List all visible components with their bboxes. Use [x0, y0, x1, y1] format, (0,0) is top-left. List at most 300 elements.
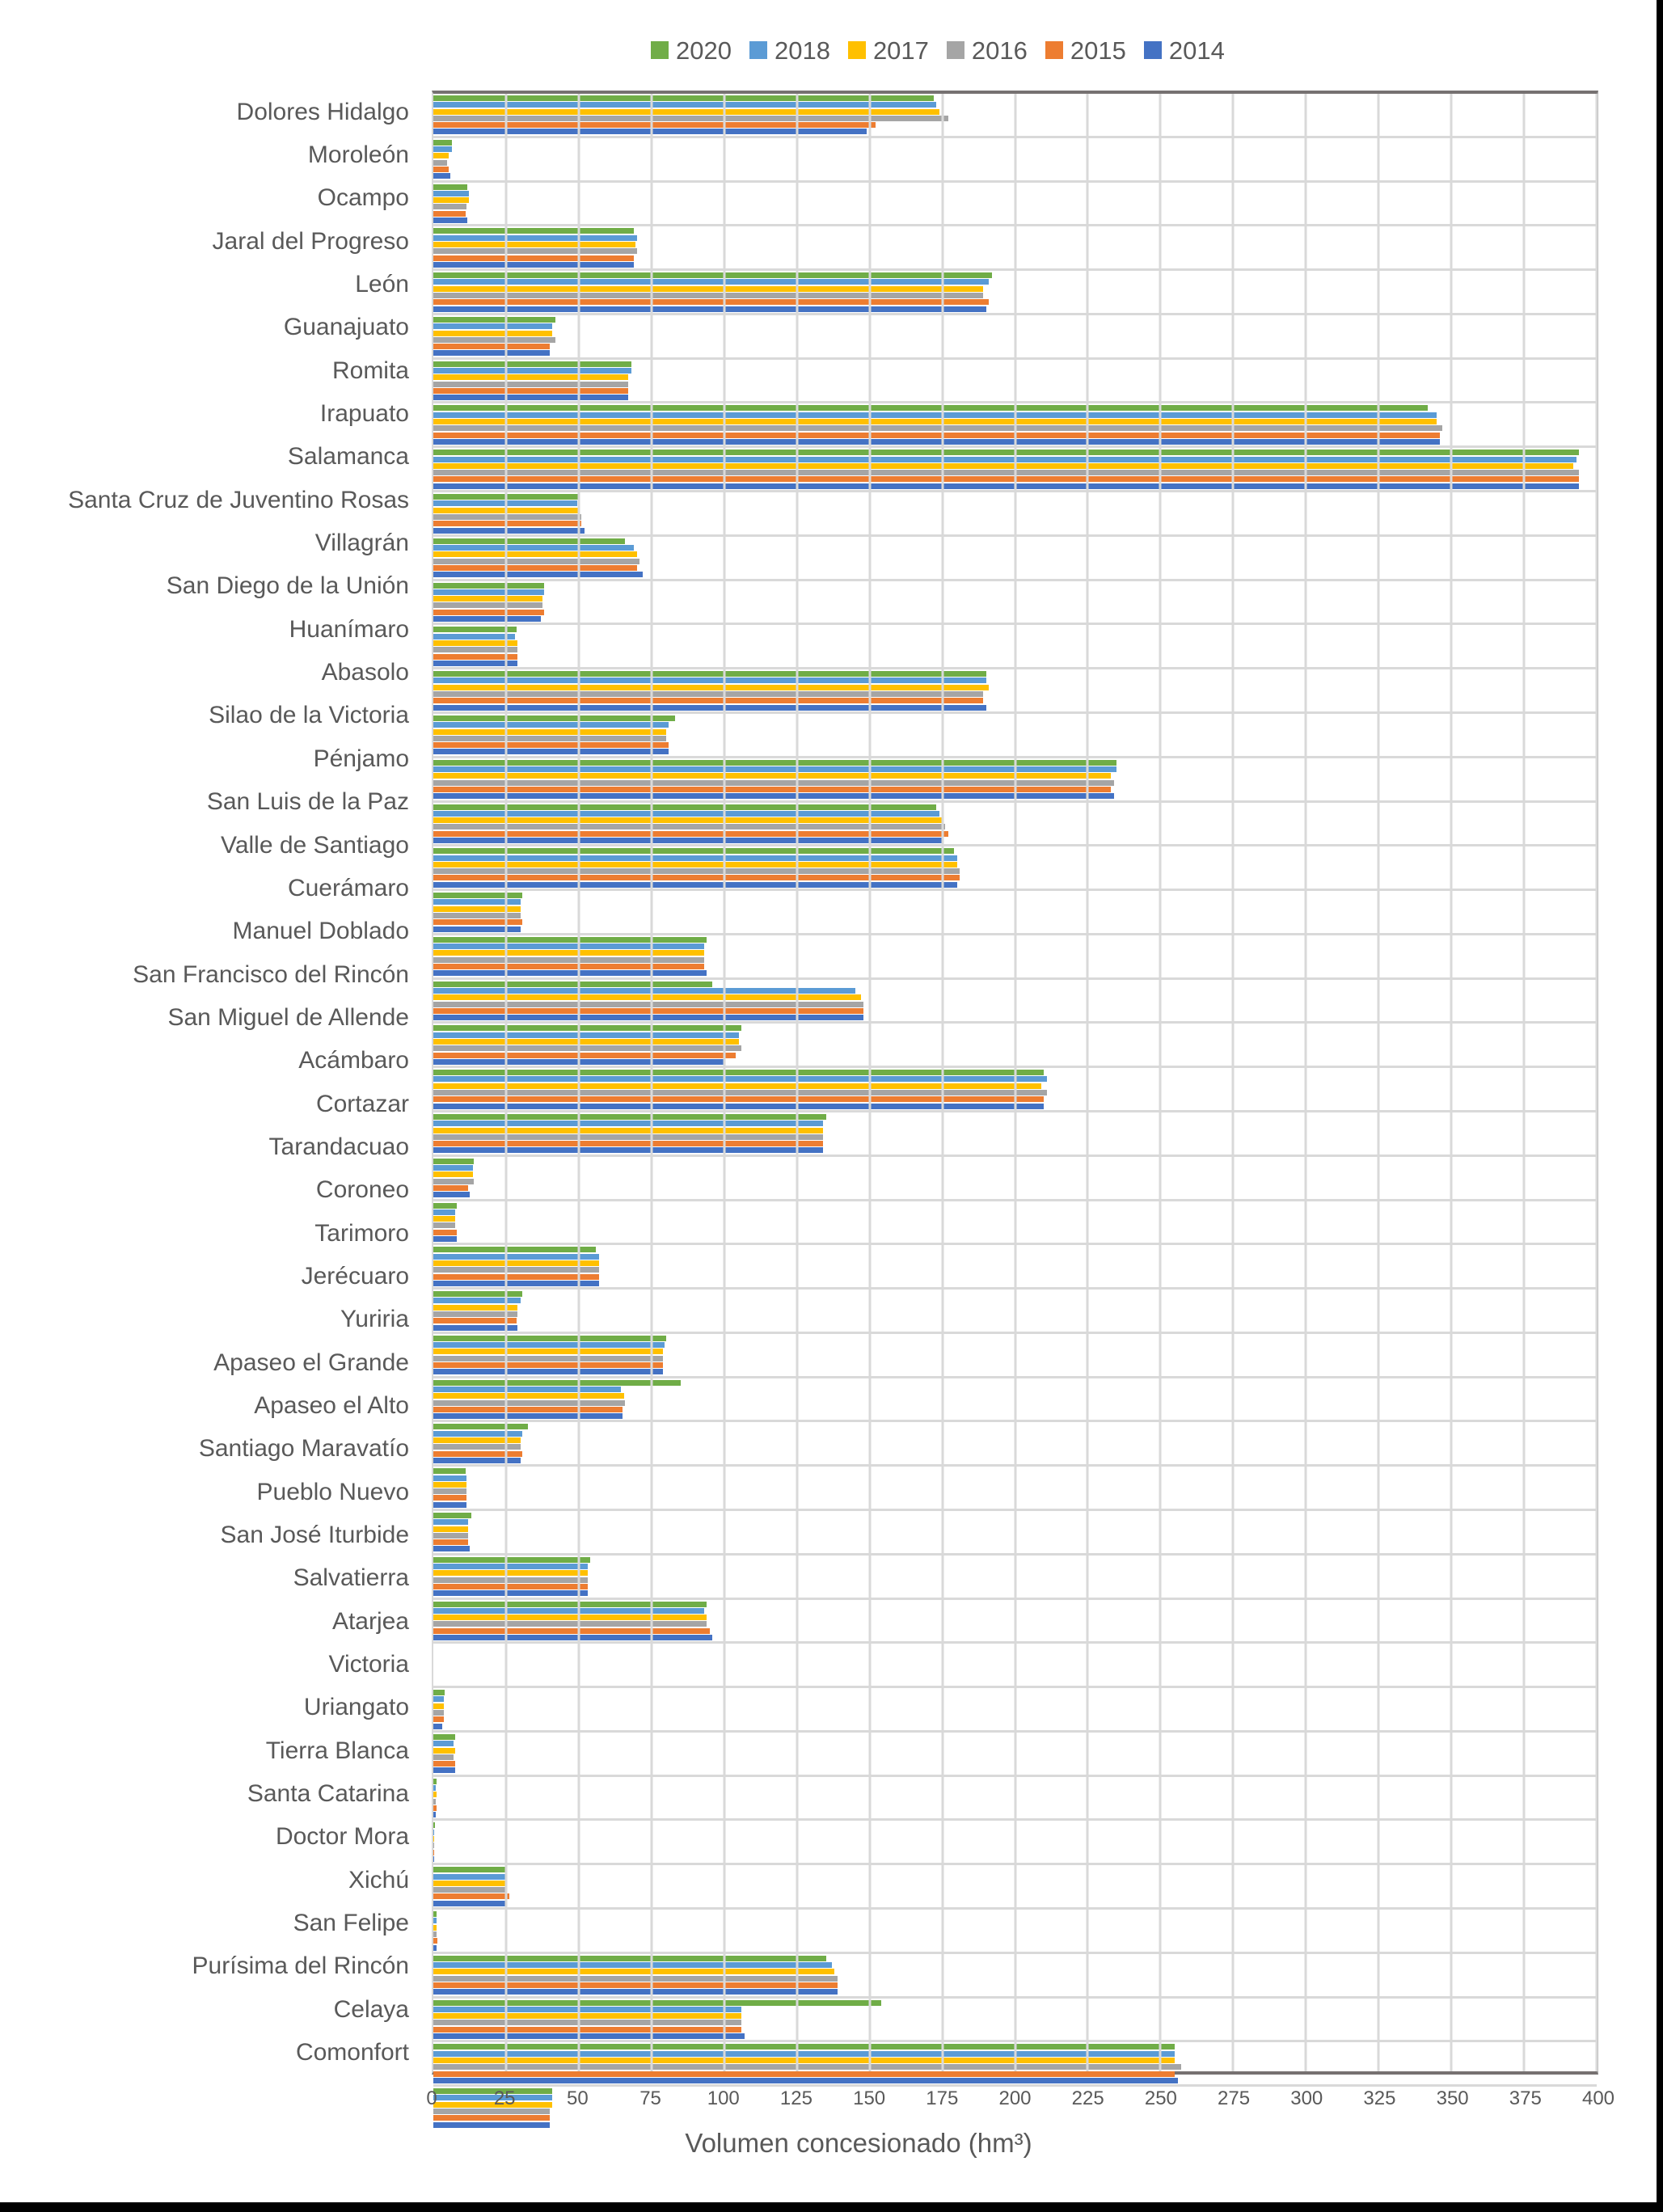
- category-label: Ocampo: [317, 184, 409, 212]
- category-label: Moroleón: [307, 141, 409, 169]
- bar-2015: [433, 2115, 550, 2121]
- bar-2016: [433, 1887, 506, 1893]
- bar-2020: [433, 627, 517, 632]
- bar-2017: [433, 1216, 455, 1222]
- bar-2016: [433, 425, 1442, 431]
- category-label: Jaral del Progreso: [212, 227, 409, 255]
- bar-2014: [433, 927, 521, 932]
- bar-2020: [433, 893, 522, 898]
- bar-2018: [433, 146, 452, 152]
- bar-2015: [433, 698, 983, 703]
- legend-swatch-icon: [947, 41, 964, 59]
- bar-2015: [433, 1539, 468, 1545]
- category-label: Comonfort: [295, 2039, 409, 2066]
- bar-2018: [433, 102, 936, 108]
- bar-2020: [433, 804, 936, 810]
- bar-2020: [433, 450, 1579, 455]
- bar-2014: [433, 1945, 437, 1951]
- value-axis-tick-label: 125: [779, 2087, 813, 2109]
- bar-2018: [433, 1962, 832, 1968]
- bar-2016: [433, 1002, 863, 1007]
- bar-2015: [433, 1805, 437, 1811]
- value-axis-tick-label: 0: [426, 2087, 437, 2109]
- bar-2017: [433, 153, 449, 158]
- legend-label: 2020: [676, 36, 732, 65]
- bar-2014: [433, 882, 957, 888]
- screen-edge-right: [1657, 0, 1663, 2212]
- legend-swatch-icon: [749, 41, 767, 59]
- value-axis-tick-label: 200: [998, 2087, 1032, 2109]
- bar-2018: [433, 323, 552, 329]
- bar-2015: [433, 211, 466, 217]
- category-label: Jerécuaro: [301, 1262, 409, 1290]
- category-label: Salamanca: [287, 443, 409, 471]
- value-axis-tick-label: 50: [567, 2087, 589, 2109]
- category-label: Atarjea: [331, 1607, 409, 1635]
- bar-2020: [433, 1114, 826, 1120]
- bar-2016: [433, 204, 466, 209]
- legend-label: 2017: [872, 36, 929, 65]
- legend-item-2015: [1045, 38, 1126, 63]
- bar-2018: [433, 1387, 621, 1392]
- value-axis-tick-label: 325: [1363, 2087, 1396, 2109]
- bar-2018: [433, 412, 1437, 418]
- bar-2016: [433, 1400, 625, 1406]
- bar-2018: [433, 2051, 1175, 2057]
- bar-2016: [433, 913, 521, 918]
- bar-2014: [433, 1546, 470, 1551]
- bar-2016: [433, 514, 581, 520]
- category-label: Pueblo Nuevo: [256, 1478, 409, 1505]
- category-label: Purísima del Rincón: [192, 1952, 409, 1980]
- bar-2018: [433, 545, 634, 551]
- vertical-gridline: [1596, 94, 1598, 2071]
- legend-item-2020: [651, 38, 732, 63]
- bar-2018: [433, 2007, 741, 2012]
- bar-2015: [433, 2027, 741, 2033]
- plot-area: [432, 91, 1598, 2075]
- legend-swatch-icon: [848, 41, 866, 59]
- bar-2015: [433, 1185, 468, 1191]
- bar-2014: [433, 1104, 1044, 1109]
- value-axis-tick-label: 250: [1144, 2087, 1177, 2109]
- bar-2016: [433, 1799, 436, 1805]
- category-label: Apaseo el Grande: [213, 1349, 409, 1376]
- bar-2016: [433, 337, 555, 343]
- bar-2015: [433, 1008, 863, 1014]
- value-axis-tick-label: 350: [1436, 2087, 1469, 2109]
- bar-2020: [433, 405, 1428, 411]
- bar-2018: [433, 1209, 455, 1215]
- vertical-gridline: [1378, 94, 1380, 2071]
- bar-2017: [433, 1437, 521, 1443]
- bar-2016: [433, 2020, 741, 2025]
- vertical-gridline: [1014, 94, 1016, 2071]
- value-axis-tick-label: 75: [639, 2087, 661, 2109]
- bar-2018: [433, 368, 631, 374]
- bar-2020: [433, 317, 555, 323]
- category-label: Romita: [331, 357, 409, 384]
- bar-2017: [433, 1482, 466, 1488]
- bar-2018: [433, 1696, 444, 1702]
- bar-2020: [433, 583, 544, 589]
- bar-2014: [433, 262, 634, 268]
- bar-2015: [433, 521, 581, 526]
- value-axis-ticks: [426, 2087, 1615, 2115]
- bar-2015: [433, 610, 544, 615]
- vertical-gridline: [1232, 94, 1235, 2071]
- bar-2020: [433, 937, 707, 943]
- bar-2017: [433, 1615, 707, 1620]
- vertical-gridline: [1523, 94, 1526, 2071]
- value-axis-tick-label: 175: [926, 2087, 959, 2109]
- bar-2020: [433, 1291, 522, 1297]
- bar-2015: [433, 1938, 437, 1944]
- category-label: Manuel Doblado: [232, 918, 409, 945]
- bar-2016: [433, 868, 960, 874]
- bar-2017: [433, 729, 666, 735]
- screen-edge-bottom: [0, 2202, 1663, 2212]
- bar-2020: [433, 1203, 457, 1209]
- bar-2020: [433, 1424, 528, 1429]
- bar-2017: [433, 685, 989, 690]
- bar-2017: [433, 1039, 739, 1045]
- bar-2015: [433, 2071, 1175, 2077]
- bar-2014: [433, 528, 585, 534]
- bar-2018: [433, 1741, 454, 1746]
- category-label: San Felipe: [293, 1910, 409, 1937]
- bar-2016: [433, 293, 983, 298]
- category-label: Villagrán: [314, 530, 409, 557]
- bar-2016: [433, 1843, 434, 1848]
- legend-item-2014: [1144, 38, 1225, 63]
- bar-2014: [433, 970, 707, 976]
- bar-2014: [433, 2033, 745, 2039]
- bar-2014: [433, 1767, 455, 1773]
- bar-2020: [433, 1911, 437, 1917]
- category-label: Dolores Hidalgo: [236, 98, 409, 125]
- bar-2014: [433, 1989, 838, 1995]
- bar-2017: [433, 1570, 588, 1576]
- bar-2017: [433, 1393, 624, 1399]
- bar-2015: [433, 1850, 434, 1855]
- x-axis-title: Volumen concesionado (hm³): [685, 2128, 1032, 2158]
- category-label: Salvatierra: [293, 1564, 409, 1592]
- bar-2020: [433, 1734, 455, 1740]
- bar-2015: [433, 122, 876, 128]
- bar-2020: [433, 2044, 1175, 2049]
- legend-item-2016: [947, 38, 1028, 63]
- bar-2017: [433, 1703, 444, 1709]
- bar-2020: [433, 1867, 506, 1872]
- vertical-gridline: [1087, 94, 1089, 2071]
- category-label: Santiago Maravatío: [198, 1435, 409, 1463]
- bar-2015: [433, 1141, 823, 1146]
- bar-2016: [433, 736, 666, 741]
- bar-2015: [433, 1318, 517, 1323]
- bar-2018: [433, 191, 469, 196]
- bar-2014: [433, 705, 986, 711]
- bar-2018: [433, 1475, 466, 1481]
- legend-item-2017: [848, 38, 929, 63]
- bar-2014: [433, 439, 1440, 445]
- value-axis-tick-label: 225: [1071, 2087, 1104, 2109]
- bar-2017: [433, 862, 957, 867]
- bar-2014: [433, 2122, 550, 2128]
- bar-2018: [433, 1298, 521, 1303]
- bar-2020: [433, 1557, 590, 1563]
- value-axis-tick-label: 400: [1581, 2087, 1615, 2109]
- bar-2018: [433, 1431, 522, 1437]
- bar-2017: [433, 242, 635, 247]
- category-label: Pénjamo: [313, 745, 409, 772]
- category-label: San Diego de la Unión: [166, 572, 409, 600]
- bar-2017: [433, 419, 1437, 424]
- vertical-gridline: [941, 94, 943, 2071]
- bar-2015: [433, 1893, 509, 1899]
- category-label: Silao de la Victoria: [209, 702, 409, 729]
- value-axis-tick-label: 275: [1218, 2087, 1251, 2109]
- bar-2020: [433, 1468, 466, 1474]
- bar-2018: [433, 1564, 588, 1569]
- bar-2020: [433, 140, 452, 146]
- bar-2018: [433, 1608, 704, 1614]
- bar-2015: [433, 1716, 444, 1722]
- bar-2017: [433, 2058, 1175, 2063]
- category-label: Santa Catarina: [247, 1780, 409, 1808]
- bar-2016: [433, 957, 704, 963]
- bar-2016: [433, 1222, 455, 1228]
- bar-2014: [433, 217, 467, 223]
- bar-2015: [433, 565, 637, 571]
- bar-2014: [433, 616, 541, 622]
- category-label: Irapuato: [319, 400, 409, 428]
- bar-2015: [433, 299, 989, 305]
- bar-2016: [433, 1045, 741, 1051]
- bar-2018: [433, 634, 515, 640]
- vertical-gridline: [650, 94, 652, 2071]
- bar-2018: [433, 1342, 665, 1348]
- bar-2016: [433, 559, 639, 564]
- bar-2016: [433, 1754, 454, 1760]
- category-label: Tarimoro: [314, 1219, 409, 1247]
- legend-label: 2015: [1070, 36, 1126, 65]
- bar-2017: [433, 1083, 1041, 1089]
- bar-2018: [433, 678, 986, 683]
- bar-2018: [433, 1254, 599, 1260]
- category-label: Guanajuato: [283, 314, 409, 341]
- bar-2017: [433, 109, 939, 115]
- bar-2015: [433, 433, 1440, 438]
- bar-2015: [433, 476, 1579, 482]
- bar-2016: [433, 1533, 468, 1539]
- legend-label: 2018: [774, 36, 830, 65]
- bar-2020: [433, 184, 467, 190]
- bar-2014: [433, 173, 450, 179]
- bar-2014: [433, 1015, 863, 1020]
- bar-2020: [433, 716, 675, 721]
- category-label: Tarandacuao: [268, 1133, 409, 1160]
- bar-2017: [433, 1128, 823, 1133]
- category-label: San José Iturbide: [220, 1522, 409, 1549]
- category-label: Coroneo: [315, 1176, 409, 1204]
- bar-2015: [433, 1495, 466, 1501]
- bar-2020: [433, 1822, 435, 1828]
- bar-2015: [433, 1362, 663, 1368]
- category-label: Victoria: [328, 1651, 409, 1678]
- value-axis-tick-label: 25: [493, 2087, 516, 2109]
- category-label: Cuerámaro: [287, 874, 409, 901]
- bar-2020: [433, 2000, 881, 2006]
- vertical-gridline: [1450, 94, 1453, 2071]
- bar-2020: [433, 1602, 707, 1607]
- bar-2016: [433, 116, 948, 121]
- category-label: Santa Cruz de Juventino Rosas: [68, 486, 409, 513]
- value-axis-tick-label: 100: [707, 2087, 740, 2109]
- bar-2014: [433, 395, 628, 400]
- bar-2015: [433, 1584, 588, 1589]
- bar-2016: [433, 1931, 437, 1937]
- bar-2014: [433, 1147, 823, 1153]
- legend-label: 2014: [1168, 36, 1225, 65]
- bar-2016: [433, 602, 542, 608]
- vertical-gridline: [868, 94, 871, 2071]
- bar-2018: [433, 235, 637, 241]
- bar-2015: [433, 1053, 736, 1058]
- bar-2017: [433, 551, 637, 557]
- bar-2017: [433, 1171, 473, 1177]
- bar-2020: [433, 1779, 437, 1784]
- bar-2016: [433, 1179, 474, 1184]
- bar-2018: [433, 279, 989, 285]
- bar-2014: [433, 1635, 712, 1640]
- bar-2018: [433, 943, 704, 949]
- category-axis-labels: [0, 91, 420, 2075]
- category-label: Xichú: [348, 1866, 409, 1893]
- bar-2015: [433, 742, 669, 748]
- bar-2014: [433, 1856, 434, 1862]
- bar-2020: [433, 1247, 596, 1252]
- bar-2018: [433, 988, 855, 994]
- bar-2014: [433, 1724, 442, 1729]
- bar-2017: [433, 463, 1573, 469]
- bar-2017: [433, 950, 704, 956]
- category-label: Acámbaro: [298, 1047, 409, 1074]
- category-label: Doctor Mora: [275, 1823, 409, 1851]
- bar-2015: [433, 167, 449, 172]
- bar-2020: [433, 95, 934, 101]
- bar-2014: [433, 793, 1114, 799]
- bar-2018: [433, 1165, 473, 1171]
- category-label: Cortazar: [315, 1090, 409, 1117]
- bar-2017: [433, 1526, 468, 1532]
- vertical-gridline: [723, 94, 725, 2071]
- bar-2016: [433, 2064, 1181, 2070]
- bar-2016: [433, 1090, 1047, 1095]
- legend-swatch-icon: [1144, 41, 1162, 59]
- bar-2018: [433, 1918, 437, 1923]
- bar-2017: [433, 1836, 434, 1842]
- legend-label: 2016: [971, 36, 1028, 65]
- bar-2020: [433, 848, 954, 854]
- bar-2015: [433, 1096, 1044, 1102]
- bar-2016: [433, 1621, 707, 1627]
- bar-2016: [433, 1444, 521, 1450]
- bar-2017: [433, 906, 521, 912]
- bar-2018: [433, 855, 957, 861]
- category-label: Uriangato: [303, 1694, 409, 1721]
- legend-swatch-icon: [1045, 41, 1063, 59]
- bar-2015: [433, 875, 960, 880]
- bar-2020: [433, 361, 631, 367]
- category-label: Tierra Blanca: [265, 1737, 409, 1764]
- bar-2014: [433, 350, 550, 356]
- bar-2017: [433, 197, 469, 203]
- bar-2014: [433, 1812, 436, 1817]
- bar-2020: [433, 671, 986, 677]
- bar-2014: [433, 1413, 623, 1419]
- vertical-gridline: [577, 94, 580, 2071]
- bar-2014: [433, 749, 669, 754]
- bar-2017: [433, 1881, 506, 1886]
- bar-2015: [433, 1230, 457, 1235]
- bar-2015: [433, 787, 1111, 792]
- bar-2014: [433, 1281, 599, 1286]
- bar-2020: [433, 1513, 471, 1518]
- category-label: Celaya: [333, 1995, 409, 2023]
- category-label: Abasolo: [321, 659, 409, 686]
- bar-2018: [433, 1519, 468, 1525]
- category-label: San Miguel de Allende: [167, 1003, 409, 1031]
- value-axis-tick-label: 150: [853, 2087, 886, 2109]
- bar-2014: [433, 1369, 663, 1374]
- bar-2015: [433, 388, 628, 394]
- bar-2014: [433, 1590, 588, 1596]
- bar-2017: [433, 331, 552, 336]
- bar-2016: [433, 1488, 466, 1494]
- bar-2016: [433, 470, 1579, 475]
- bar-2014: [433, 838, 943, 843]
- bar-2015: [433, 1628, 710, 1634]
- bar-2018: [433, 1830, 434, 1835]
- bar-2018: [433, 1076, 1047, 1082]
- bar-2018: [433, 811, 939, 817]
- bar-2015: [433, 1274, 599, 1280]
- bar-2015: [433, 919, 522, 925]
- bar-2016: [433, 691, 983, 697]
- bar-2015: [433, 831, 948, 837]
- bar-2014: [433, 306, 986, 312]
- bar-2018: [433, 1785, 436, 1791]
- bar-2014: [433, 1458, 521, 1463]
- chart-legend: [651, 34, 1225, 66]
- bar-2014: [433, 2078, 1178, 2083]
- bar-2014: [433, 1502, 466, 1508]
- category-label: Valle de Santiago: [221, 831, 409, 859]
- category-label: Huanímaro: [289, 615, 409, 643]
- bar-2018: [433, 899, 521, 905]
- bar-2017: [433, 1792, 437, 1797]
- vertical-gridline: [1305, 94, 1307, 2071]
- bar-2016: [433, 160, 447, 166]
- bar-2020: [433, 1159, 474, 1164]
- vertical-gridline: [796, 94, 798, 2071]
- bar-2017: [433, 817, 943, 823]
- bar-2015: [433, 1982, 838, 1988]
- bar-2020: [433, 538, 625, 544]
- bar-2015: [433, 344, 550, 349]
- bar-2017: [433, 374, 628, 380]
